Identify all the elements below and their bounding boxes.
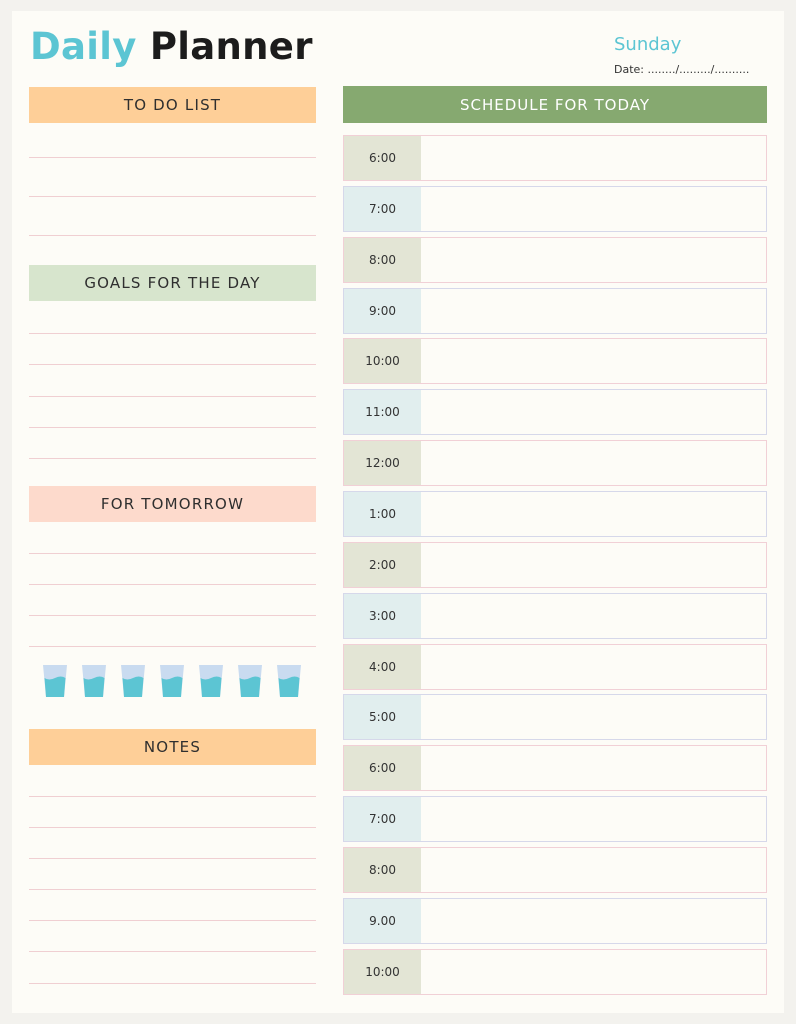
schedule-header: SCHEDULE FOR TODAY — [343, 86, 767, 123]
writing-line[interactable] — [29, 951, 316, 952]
schedule-slot — [343, 135, 767, 181]
schedule-slot — [343, 186, 767, 232]
water-glass-icon[interactable] — [237, 664, 263, 698]
slot-entry-field[interactable] — [421, 136, 766, 180]
water-tracker — [42, 664, 307, 700]
slot-time: 10:00 — [344, 339, 421, 383]
schedule-slot — [343, 898, 767, 944]
schedule-slot — [343, 542, 767, 588]
writing-line[interactable] — [29, 796, 316, 797]
schedule-slot — [343, 949, 767, 995]
slot-entry-field[interactable] — [421, 645, 766, 689]
writing-line[interactable] — [29, 858, 316, 859]
todo-list-header: TO DO LIST — [29, 87, 316, 123]
water-glass-icon[interactable] — [198, 664, 224, 698]
slot-entry-field[interactable] — [421, 441, 766, 485]
slot-entry-field[interactable] — [421, 899, 766, 943]
day-label: Sunday — [614, 34, 682, 55]
writing-line[interactable] — [29, 827, 316, 828]
schedule-slot — [343, 796, 767, 842]
slot-entry-field[interactable] — [421, 543, 766, 587]
writing-line[interactable] — [29, 364, 316, 365]
water-glass-icon[interactable] — [276, 664, 302, 698]
title-daily: Daily — [30, 25, 137, 68]
writing-line[interactable] — [29, 157, 316, 158]
slot-time: 6:00 — [344, 746, 421, 790]
writing-line[interactable] — [29, 646, 316, 647]
slot-time: 9:00 — [344, 289, 421, 333]
water-glass-icon[interactable] — [120, 664, 146, 698]
slot-entry-field[interactable] — [421, 848, 766, 892]
schedule-slot — [343, 237, 767, 283]
writing-line[interactable] — [29, 920, 316, 921]
slot-entry-field[interactable] — [421, 289, 766, 333]
slot-time: 8:00 — [344, 848, 421, 892]
writing-line[interactable] — [29, 615, 316, 616]
date-field[interactable]: Date: ......../........./.......... — [614, 63, 750, 76]
writing-line[interactable] — [29, 553, 316, 554]
schedule-slot — [343, 694, 767, 740]
slot-time: 1:00 — [344, 492, 421, 536]
schedule-slot — [343, 338, 767, 384]
schedule-slot — [343, 288, 767, 334]
writing-line[interactable] — [29, 196, 316, 197]
schedule-slot — [343, 847, 767, 893]
writing-line[interactable] — [29, 235, 316, 236]
goals-header: GOALS FOR THE DAY — [29, 265, 316, 301]
slot-time: 2:00 — [344, 543, 421, 587]
slot-entry-field[interactable] — [421, 950, 766, 994]
writing-line[interactable] — [29, 584, 316, 585]
notes-header: NOTES — [29, 729, 316, 765]
slot-entry-field[interactable] — [421, 492, 766, 536]
water-glass-icon[interactable] — [81, 664, 107, 698]
slot-entry-field[interactable] — [421, 797, 766, 841]
water-glass-icon[interactable] — [42, 664, 68, 698]
schedule-slot — [343, 745, 767, 791]
schedule-slot — [343, 440, 767, 486]
slot-entry-field[interactable] — [421, 238, 766, 282]
schedule-slot — [343, 491, 767, 537]
slot-time: 7:00 — [344, 797, 421, 841]
slot-time: 7:00 — [344, 187, 421, 231]
slot-time: 6:00 — [344, 136, 421, 180]
page-title — [30, 25, 313, 68]
writing-line[interactable] — [29, 458, 316, 459]
slot-entry-field[interactable] — [421, 746, 766, 790]
schedule-slot — [343, 389, 767, 435]
writing-line[interactable] — [29, 396, 316, 397]
slot-time: 3:00 — [344, 594, 421, 638]
slot-time: 5:00 — [344, 695, 421, 739]
slot-entry-field[interactable] — [421, 695, 766, 739]
slot-entry-field[interactable] — [421, 339, 766, 383]
slot-entry-field[interactable] — [421, 187, 766, 231]
writing-line[interactable] — [29, 983, 316, 984]
water-glass-icon[interactable] — [159, 664, 185, 698]
slot-entry-field[interactable] — [421, 390, 766, 434]
slot-entry-field[interactable] — [421, 594, 766, 638]
for-tomorrow-header: FOR TOMORROW — [29, 486, 316, 522]
schedule-slot — [343, 593, 767, 639]
writing-line[interactable] — [29, 333, 316, 334]
writing-line[interactable] — [29, 427, 316, 428]
slot-time: 9.00 — [344, 899, 421, 943]
writing-line[interactable] — [29, 889, 316, 890]
slot-time: 10:00 — [344, 950, 421, 994]
slot-time: 12:00 — [344, 441, 421, 485]
slot-time: 11:00 — [344, 390, 421, 434]
planner-page — [12, 11, 784, 1013]
slot-time: 4:00 — [344, 645, 421, 689]
slot-time: 8:00 — [344, 238, 421, 282]
schedule-slot — [343, 644, 767, 690]
title-planner: Planner — [149, 25, 313, 68]
